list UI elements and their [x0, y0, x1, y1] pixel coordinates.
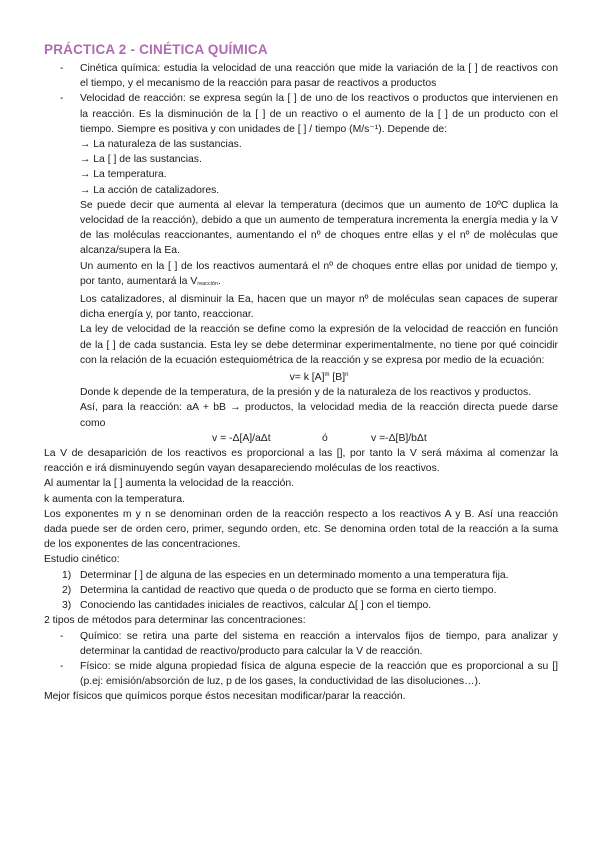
paragraph-catalizadores: Los catalizadores, al disminuir la Ea, hacen que un mayor nº de moléculas sean capaces de superar dicha energía y, por tanto, reaccionar. [80, 294, 558, 321]
paragraph-concentracion-end: . [218, 275, 221, 287]
bullet-dash: - [60, 630, 64, 642]
list-number: 3) [62, 600, 72, 612]
bullet-velocidad-text: Velocidad de reacción: se expresa según la [ ] de uno de los reactivos o productos que intervienen en la reacción. Es la disminución de la [ ] de un reactivo o el aumento de la [ ] de un producto con el tiempo. Siempre es positiva y con unidades de [ ] / tiempo (M/s⁻¹). Depende de: [80, 93, 558, 135]
bullet-cinetica-text: Cinética química: estudia la velocidad de una reacción que mide la variación de la [ ] de reactivos con el tiempo, y el mecanismo de la reacción para pasar de reactivos a productos [80, 63, 558, 90]
list-item-text: Determinar [ ] de alguna de las especies en un determinado momento a una temperatura fija. [80, 569, 509, 581]
list-number: 2) [62, 584, 72, 596]
depends-item: → La acción de catalizadores. [80, 184, 220, 196]
equation-left: v = -Δ[A]/aΔt [212, 432, 271, 444]
bullet-dash: - [60, 660, 64, 672]
paragraph-donde: Donde k depende de la temperatura, de la presión y de la naturaleza de los reactivos y productos. [80, 387, 532, 399]
bullet-quimico [44, 629, 558, 659]
exponent-m: m [324, 372, 330, 379]
paragraph-exponentes: Los exponentes m y n se denominan orden de la reacción respecto a los reactivos A y B. Así una reacción dada puede ser de orden cero, primer, segundo orden, etc. Se denomina orden total de la reacción a la suma de los exponentes de las concentraciones. [44, 508, 558, 551]
equation-or: ó [322, 432, 328, 444]
paragraph-aumentar: Al aumentar la [ ] aumenta la velocidad de la reacción. [44, 478, 295, 490]
page-title: PRÁCTICA 2 - CINÉTICA QUÍMICA [44, 42, 268, 57]
equation-right: v =-Δ[B]/bΔt [371, 432, 427, 444]
list-item-text: Conociendo las cantidades iniciales de reactivos, calcular Δ[ ] con el tiempo. [80, 600, 432, 612]
bullet-dash: - [60, 63, 64, 74]
list-item [44, 583, 558, 598]
equation-part: v= k [A] [289, 372, 325, 384]
depends-item: → La naturaleza de las sustancias. [80, 139, 242, 151]
list-number: 1) [62, 569, 72, 581]
paragraph-ley-velocidad: La ley de velocidad de la reacción se define como la expresión de la velocidad de reacción en función de la [ ] de cada sustancia. Esta ley se debe determinar experimentalmente, no tiene por qué coincidir con la relación de la ecuación estequiométrica de la reacción y se expresa por medio de la ecuación: [80, 324, 558, 366]
bullet-fisico-text: Físico: se mide alguna propiedad física de alguna especie de la reacción que es proporcional a su [] (p.ej: emisión/absorción de luz, p de los gases, la conductividad de las disoluciones…). [80, 660, 558, 688]
list-item [44, 568, 558, 583]
bullet-fisico [44, 659, 558, 689]
equation-part: [B] [329, 372, 346, 384]
equation-rate-law [44, 368, 558, 385]
bullet-quimico-text: Químico: se retira una parte del sistema en reacción a intervalos fijos de tiempo, para analizar y determinar la cantidad de reactivo/producto para calcular la V de reacción. [80, 630, 558, 657]
list-item [44, 598, 558, 613]
paragraph-estudio: Estudio cinético: [44, 554, 120, 566]
paragraph-k: k aumenta con la temperatura. [44, 493, 185, 505]
document-page [44, 42, 558, 705]
bullet-dash: - [60, 93, 64, 105]
depends-item: → La [ ] de las sustancias. [80, 154, 202, 166]
paragraph-asi: Así, para la reacción: aA + bB → productos, la velocidad media de la reacción directa puede darse como [80, 402, 558, 429]
bullet-cinetica [44, 61, 558, 91]
paragraph-tipos: 2 tipos de métodos para determinar las concentraciones: [44, 615, 306, 627]
list-item-text: Determina la cantidad de reactivo que queda o de producto que se forma en cierto tiempo. [80, 584, 497, 596]
paragraph-mejor: Mejor físicos que químicos porque éstos necesitan modificar/parar la reacción. [44, 691, 406, 703]
paragraph-concentracion-text: Un aumento en la [ ] de los reactivos aumentará el nº de choques entre ellas por unidad de tiempo y, por tanto, aumentará la V [80, 260, 558, 287]
equation-mean-rate [44, 431, 558, 446]
subscript-reaccion: reacción [197, 280, 219, 287]
bullet-velocidad [44, 91, 558, 137]
paragraph-concentracion [44, 259, 558, 292]
paragraph-desaparicion: La V de desaparición de los reactivos es proporcional a las [], por tanto la V será máxima al comenzar la reacción e irá disminuyendo según vayan desapareciendo moléculas de los reactivos. [44, 448, 558, 475]
exponent-n: n [345, 372, 349, 379]
paragraph-temperatura: Se puede decir que aumenta al elevar la temperatura (decimos que un aumento de 10ºC duplica la velocidad de la reacción), debido a que un aumento de temperatura incrementa la energía media y la V de las moléculas reaccionantes, aumentando el nº de choques entre ellas y el nº de moléculas que alcanza/supera la Ea. [80, 199, 558, 257]
depends-item: → La temperatura. [80, 169, 167, 181]
